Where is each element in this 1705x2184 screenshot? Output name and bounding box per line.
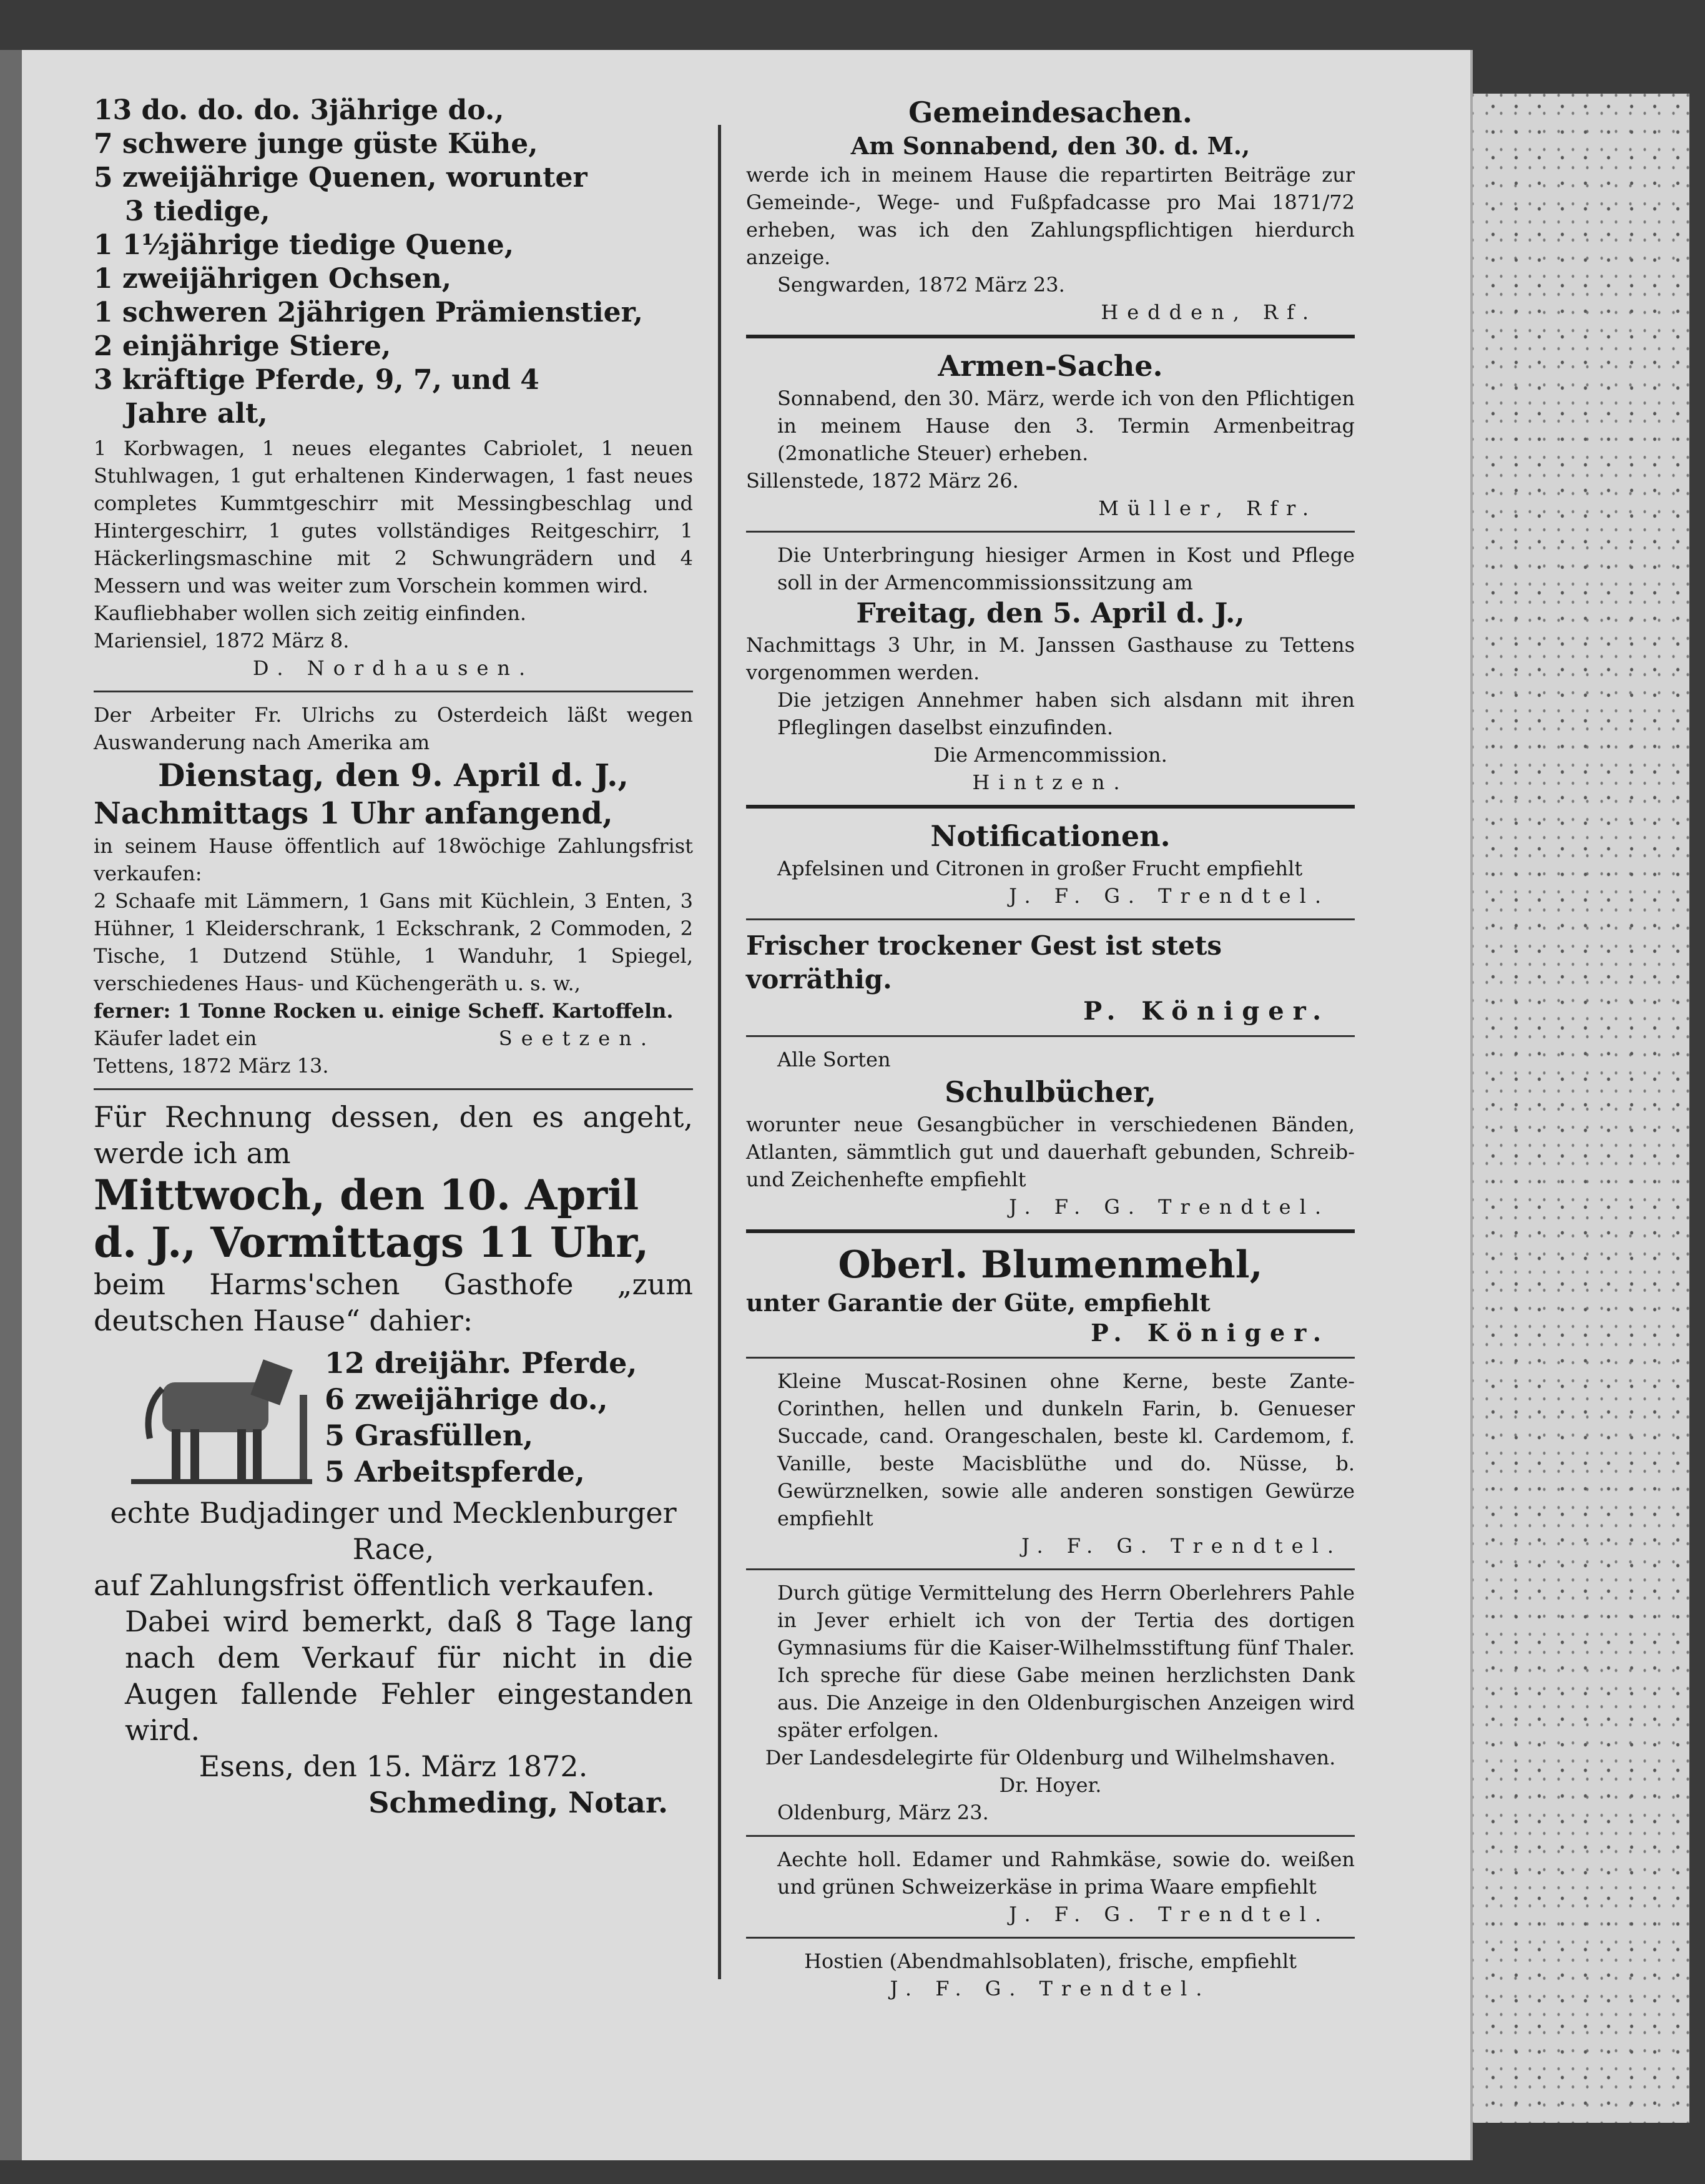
column-divider xyxy=(718,125,721,1979)
ulrichs-extra: ferner: 1 Tonne Rocken u. einige Scheff. Kartoffeln. xyxy=(94,999,674,1023)
dank-org: Der Landesdelegirte für Oldenburg und Wilhelmshaven. xyxy=(765,1746,1336,1769)
unterbringung-text3: Die jetzigen Annehmer haben sich alsdann mit ihren Pfleglingen daselbst einzufinden. xyxy=(777,688,1355,739)
separator xyxy=(746,531,1355,533)
lot-line: 2 einjährige Stiere, xyxy=(94,330,391,362)
lot-line: 3 kräftige Pferde, 9, 7, und 4 xyxy=(94,364,539,396)
schul-signature: J. F. G. Trendtel. xyxy=(1009,1195,1330,1219)
unterbringung-signature: Hintzen. xyxy=(972,770,1129,794)
armen-place: Sillenstede, 1872 März 26. xyxy=(746,469,1019,493)
ulrichs-buyer-line xyxy=(94,1025,693,1052)
dank-signature: Dr. Hoyer. xyxy=(999,1773,1102,1797)
gemeinde-heading: Gemeindesachen. xyxy=(908,96,1192,129)
lot-line: 1 1½jährige tiedige Quene, xyxy=(94,229,514,261)
schul-pre: Alle Sorten xyxy=(777,1048,891,1071)
lot-place: Mariensiel, 1872 März 8. xyxy=(94,629,350,652)
notif-apfelsinen-signature: J. F. G. Trendtel. xyxy=(1009,884,1330,908)
gemeinde-text: werde ich in meinem Hause die repartirten Beiträge zur Gemeinde-, Wege- und Fußpfadcasse pro Mai 1871/72 erheben, was ich den Zahlungspflichtigen hierdurch anzeige. xyxy=(746,163,1355,269)
lot-line: 5 zweijährige Quenen, worunter xyxy=(94,162,587,194)
schul-text: worunter neue Gesangbücher in verschiedenen Bänden, Atlanten, sämmtlich gut und dauerhaft gebunden, Schreib- und Zeichenhefte empfiehlt xyxy=(746,1113,1355,1191)
separator xyxy=(746,1357,1355,1359)
separator xyxy=(746,335,1355,338)
dank-place: Oldenburg, März 23. xyxy=(777,1801,989,1824)
horse-line: 5 Grasfüllen, xyxy=(325,1419,534,1452)
notif-apfelsinen: Apfelsinen und Citronen in großer Frucht empfiehlt xyxy=(777,857,1303,880)
gemeinde-date: Am Sonnabend, den 30. d. M., xyxy=(850,132,1250,160)
left-column xyxy=(94,94,693,1821)
horse-line: 6 zweijährige do., xyxy=(325,1382,608,1416)
gest-ad: Frischer trockener Gest ist stets vorräthig. xyxy=(746,930,1222,995)
ulrichs-buyer: Käufer ladet ein xyxy=(94,1026,257,1050)
lot-text: 1 Korbwagen, 1 neues elegantes Cabriolet, 1 neuen Stuhlwagen, 1 gut erhaltenen Kinderwagen, 1 fast neues completes Kummtgeschirr mit Messingbeschlag und Hintergeschirr, 1 gutes vollständiges Reitgeschirr, 1 Häckerlingsmaschine mit 2 Schwungrädern und 4 Messern und was weiter zum Vorschein kommen wird. xyxy=(94,436,693,598)
ulrichs-date: Dienstag, den 9. April d. J., xyxy=(158,757,629,794)
notif-heading: Notificationen. xyxy=(930,819,1171,853)
rosinen-text: Kleine Muscat-Rosinen ohne Kerne, beste Zante-Corinthen, hellen und dunkeln Farin, b. Genueser Succade, cand. Orangeschalen, beste kl. Cardemom, f. Vanille, beste Macisblüthe und do. Nüsse, b. Gewürznelken, sowie alle anderen sonstigen Gewürze empfiehlt xyxy=(777,1369,1355,1530)
separator xyxy=(94,1088,693,1090)
mehl-sub: unter Garantie der Güte, empfiehlt xyxy=(746,1289,1211,1317)
gest-signature: P. Königer. xyxy=(1083,996,1330,1026)
lot-line: 1 zweijährigen Ochsen, xyxy=(94,263,452,295)
harms-signature: Schmeding, Notar. xyxy=(368,1786,668,1819)
ulrichs-time: Nachmittags 1 Uhr anfangend, xyxy=(94,796,613,831)
dank-text: Durch gütige Vermittelung des Herrn Oberlehrers Pahle in Jever erhielt ich von der Tertia des dortigen Gymnasiums für die Kaiser-Wilhelmsstiftung fünf Thaler. Ich spreche für diese Gabe meinen herzlichsten Dank aus. Die Anzeige in den Oldenburgischen Anzeigen wird später erfolgen. xyxy=(777,1581,1355,1742)
horse-line: 5 Arbeitspferde, xyxy=(325,1455,585,1488)
kaese-text: Aechte holl. Edamer und Rahmkäse, sowie do. weißen und grünen Schweizerkäse in prima Waare empfiehlt xyxy=(777,1847,1355,1899)
separator xyxy=(746,1835,1355,1837)
lot-buyers: Kaufliebhaber wollen sich zeitig einfinden. xyxy=(94,601,527,625)
hostien-signature: J. F. G. Trendtel. xyxy=(890,1977,1211,2000)
harms-date-line: Esens, den 15. März 1872. xyxy=(199,1749,588,1783)
armencommission: Die Armencommission. xyxy=(933,743,1167,767)
harms-sale: auf Zahlungsfrist öffentlich verkaufen. xyxy=(94,1568,655,1602)
harms-note: Dabei wird bemerkt, daß 8 Tage lang nach dem Verkauf für nicht in die Augen fallende Fehler eingestanden wird. xyxy=(125,1605,693,1747)
harms-intro: Für Rechnung dessen, den es angeht, werde ich am xyxy=(94,1100,693,1170)
book-spine xyxy=(0,50,22,2160)
separator xyxy=(746,1937,1355,1939)
separator xyxy=(746,1035,1355,1037)
ulrichs-items: 2 Schaafe mit Lämmern, 1 Gans mit Küchlein, 3 Enten, 3 Hühner, 1 Kleiderschrank, 1 Eckschrank, 2 Commoden, 2 Tische, 1 Dutzend Stühle, 1 Wanduhr, 1 Spiegel, verschiedenes Haus- und Küchengeräth u. s. w., xyxy=(94,889,693,995)
harms-place: beim Harms'schen Gasthofe „zum deutschen Hause“ dahier: xyxy=(94,1267,693,1337)
hostien-text: Hostien (Abendmahlsoblaten), frische, empfiehlt xyxy=(804,1949,1297,1973)
horse-section xyxy=(94,1345,693,1495)
rosinen-signature: J. F. G. Trendtel. xyxy=(1021,1534,1342,1558)
kaese-signature: J. F. G. Trendtel. xyxy=(1009,1902,1330,1926)
harms-date: Mittwoch, den 10. April d. J., Vormittags 11 Uhr, xyxy=(94,1171,649,1267)
gemeinde-place: Sengwarden, 1872 März 23. xyxy=(777,273,1065,297)
armen-signature: Müller, Rfr. xyxy=(1098,496,1317,520)
ulrichs-signature: Seetzen. xyxy=(498,1026,656,1050)
separator xyxy=(746,1568,1355,1570)
ulrichs-intro: Der Arbeiter Fr. Ulrichs zu Osterdeich läßt wegen Auswanderung nach Amerika am xyxy=(94,703,693,754)
lot-line: 3 tiedige, xyxy=(125,195,270,227)
unterbringung-date: Freitag, den 5. April d. J., xyxy=(856,598,1245,629)
armen-heading: Armen-Sache. xyxy=(938,349,1163,383)
horse-illustration xyxy=(119,1345,318,1495)
schul-heading: Schulbücher, xyxy=(945,1075,1156,1109)
separator xyxy=(746,918,1355,920)
horse-line: 12 dreijähr. Pferde, xyxy=(325,1346,637,1380)
lot-signature: D. Nordhausen. xyxy=(252,656,534,680)
page-edge xyxy=(1455,94,1689,2123)
right-column xyxy=(746,94,1355,2002)
gemeinde-signature: Hedden, Rf. xyxy=(1101,300,1317,324)
ulrichs-text: in seinem Hause öffentlich auf 18wöchige Zahlungsfrist verkaufen: xyxy=(94,834,693,885)
separator xyxy=(746,1229,1355,1233)
harms-race: echte Budjadinger und Mecklenburger Race, xyxy=(110,1496,677,1566)
lot-line: Jahre alt, xyxy=(125,398,268,430)
mehl-signature: P. Königer. xyxy=(1091,1319,1330,1347)
ulrichs-place: Tettens, 1872 März 13. xyxy=(94,1054,329,1078)
lot-line: 13 do. do. do. 3jährige do., xyxy=(94,94,504,126)
lot-line: 7 schwere junge güste Kühe, xyxy=(94,128,538,160)
separator xyxy=(94,691,693,692)
unterbringung-text2: Nachmittags 3 Uhr, in M. Janssen Gasthause zu Tettens vorgenommen werden. xyxy=(746,633,1355,684)
lot-line: 1 schweren 2jährigen Prämienstier, xyxy=(94,297,643,328)
unterbringung-text: Die Unterbringung hiesiger Armen in Kost und Pflege soll in der Armencommissionssitzung am xyxy=(777,543,1355,594)
separator xyxy=(746,805,1355,809)
mehl-heading: Oberl. Blumenmehl, xyxy=(838,1243,1263,1287)
armen-text: Sonnabend, den 30. März, werde ich von den Pflichtigen in meinem Hause den 3. Termin Armenbeitrag (2monatliche Steuer) erheben. xyxy=(777,386,1355,465)
